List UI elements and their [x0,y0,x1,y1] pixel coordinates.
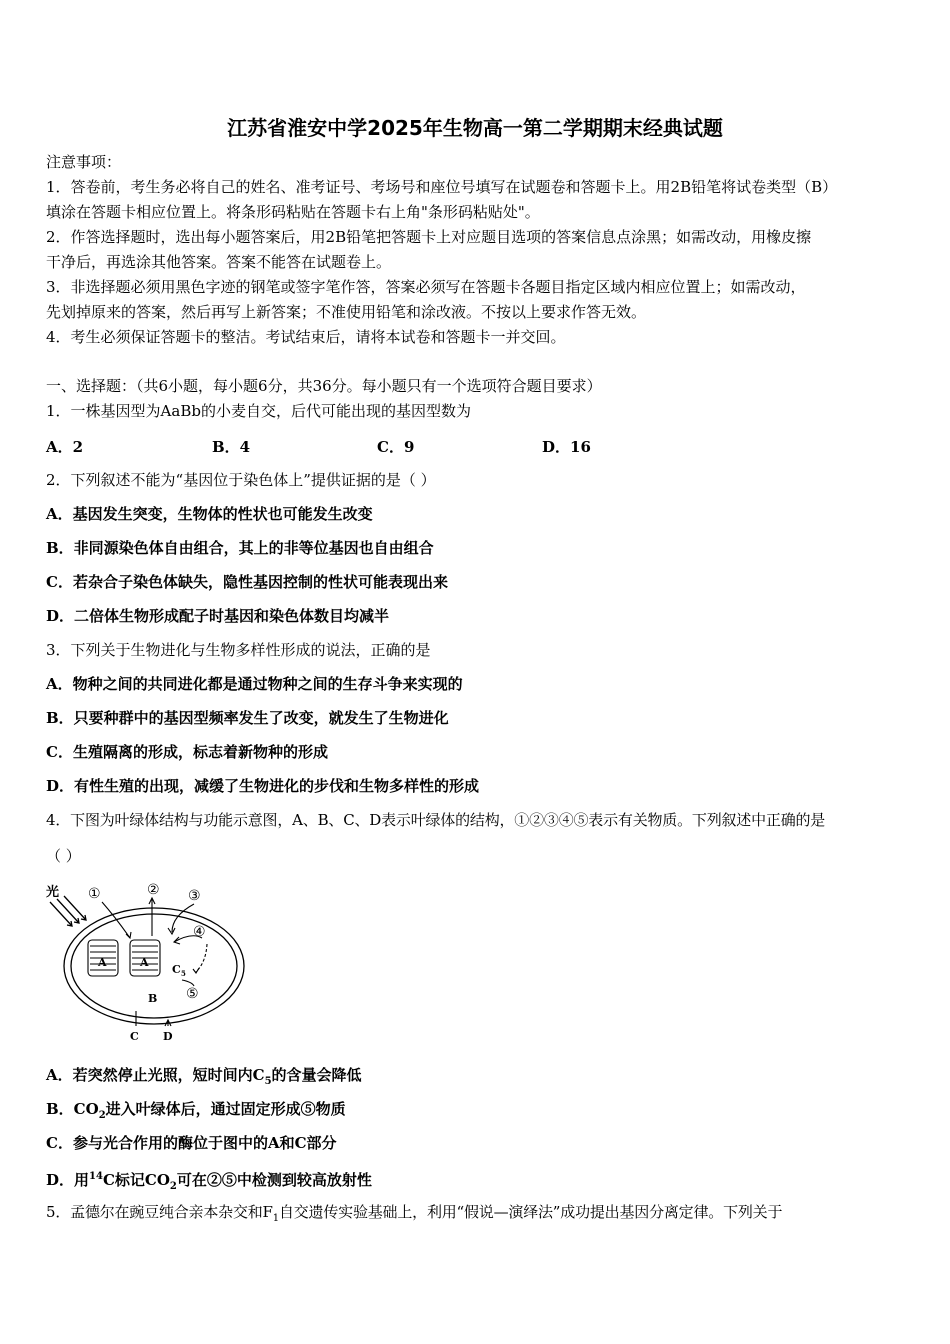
option-b: B．4 [212,438,251,456]
option-d: D．用$^{14}$C标记$CO_2$可在②⑤中检测到较高放射性 [46,1171,372,1192]
c5-subscript: 5 [181,969,186,978]
label-a-left: A [98,956,107,969]
label-c: C [130,1030,139,1043]
c5-label: C [172,963,181,976]
question-1-stem: 1．一株基因型为AaBb的小麦自交，后代可能出现的基因型数为 [46,402,471,420]
option-a: A．物种之间的共同进化都是通过物种之间的生存斗争来实现的 [46,675,463,693]
marker-2: ② [147,882,160,898]
option-d: D．16 [542,438,591,456]
option-c: C．9 [377,438,415,456]
option-c: C．若杂合子染色体缺失，隐性基因控制的性状可能表现出来 [46,573,448,591]
question-4-paren: （ ） [46,847,81,865]
marker-1: ① [88,886,101,902]
notes-line: 4．考生必须保证答题卡的整洁。考试结束后，请将本试卷和答题卡一并交回。 [46,328,566,346]
option-b: B．非同源染色体自由组合，其上的非等位基因也自由组合 [46,539,434,557]
option-b: B．只要种群中的基因型频率发生了改变，就发生了生物进化 [46,709,449,727]
page-title: 江苏省淮安中学2025年生物高一第二学期期末经典试题 [227,116,723,140]
notes-line: 2．作答选择题时，选出每小题答案后，用2B铅笔把答题卡上对应题目选项的答案信息点涂黑；如需改动，用橡皮擦 [46,228,812,246]
marker-4: ④ [193,924,206,940]
label-a-right: A [140,956,149,969]
option-c: C．参与光合作用的酶位于图中的A和C部分 [46,1134,337,1152]
chloroplast-diagram [44,880,249,1045]
marker-5: ⑤ [186,986,199,1002]
notes-line: 3．非选择题必须用黑色字迹的钢笔或签字笔作答，答案必须写在答题卡各题目指定区域内相应位置上；如需改动， [46,278,806,296]
option-d: D．有性生殖的出现，减缓了生物进化的步伐和生物多样性的形成 [46,777,480,795]
option-a: A．若突然停止光照，短时间内$C_5$的含量会降低 [46,1066,362,1087]
label-b: B [148,992,158,1005]
option-a: A．基因发生突变，生物体的性状也可能发生改变 [46,505,373,523]
notes-line: 干净后，再选涂其他答案。答案不能答在试题卷上。 [46,253,392,271]
marker-3: ③ [188,888,201,904]
label-d: D [163,1030,173,1043]
light-arrows [50,896,86,926]
notes-line: 1．答卷前，考生务必将自己的姓名、准考证号、考场号和座位号填写在试题卷和答题卡上。用2B铅笔将试卷类型（B） [46,178,838,196]
section-heading: 一、选择题：（共6小题，每小题6分，共36分。每小题只有一个选项符合题目要求） [46,377,602,395]
notes-line: 填涂在答题卡相应位置上。将条形码粘贴在答题卡右上角"条形码粘贴处"。 [46,203,540,221]
question-5-stem: 5．孟德尔在豌豆纯合亲本杂交和$F_1$自交遗传实验基础上，利用“假说—演绎法”成功提出基因分离定律。下列关于 [46,1203,783,1224]
question-4-stem: 4．下图为叶绿体结构与功能示意图，A、B、C、D表示叶绿体的结构，①②③④⑤表示有关物质。下列叙述中正确的是 [46,811,826,829]
question-2-stem: 2．下列叙述不能为“基因位于染色体上”提供证据的是（ ） [46,471,436,489]
light-label: 光 [46,885,60,900]
option-c: C．生殖隔离的形成，标志着新物种的形成 [46,743,328,761]
option-d: D．二倍体生物形成配子时基因和染色体数目均减半 [46,607,390,625]
question-3-stem: 3．下列关于生物进化与生物多样性形成的说法，正确的是 [46,641,431,659]
notes-line: 先划掉原来的答案，然后再写上新答案；不准使用铅笔和涂改液。不按以上要求作答无效。 [46,303,647,321]
option-a: A．2 [46,438,84,456]
notes-heading: 注意事项： [46,153,122,171]
option-b: B．$CO_2$进入叶绿体后，通过固定形成⑤物质 [46,1100,346,1121]
